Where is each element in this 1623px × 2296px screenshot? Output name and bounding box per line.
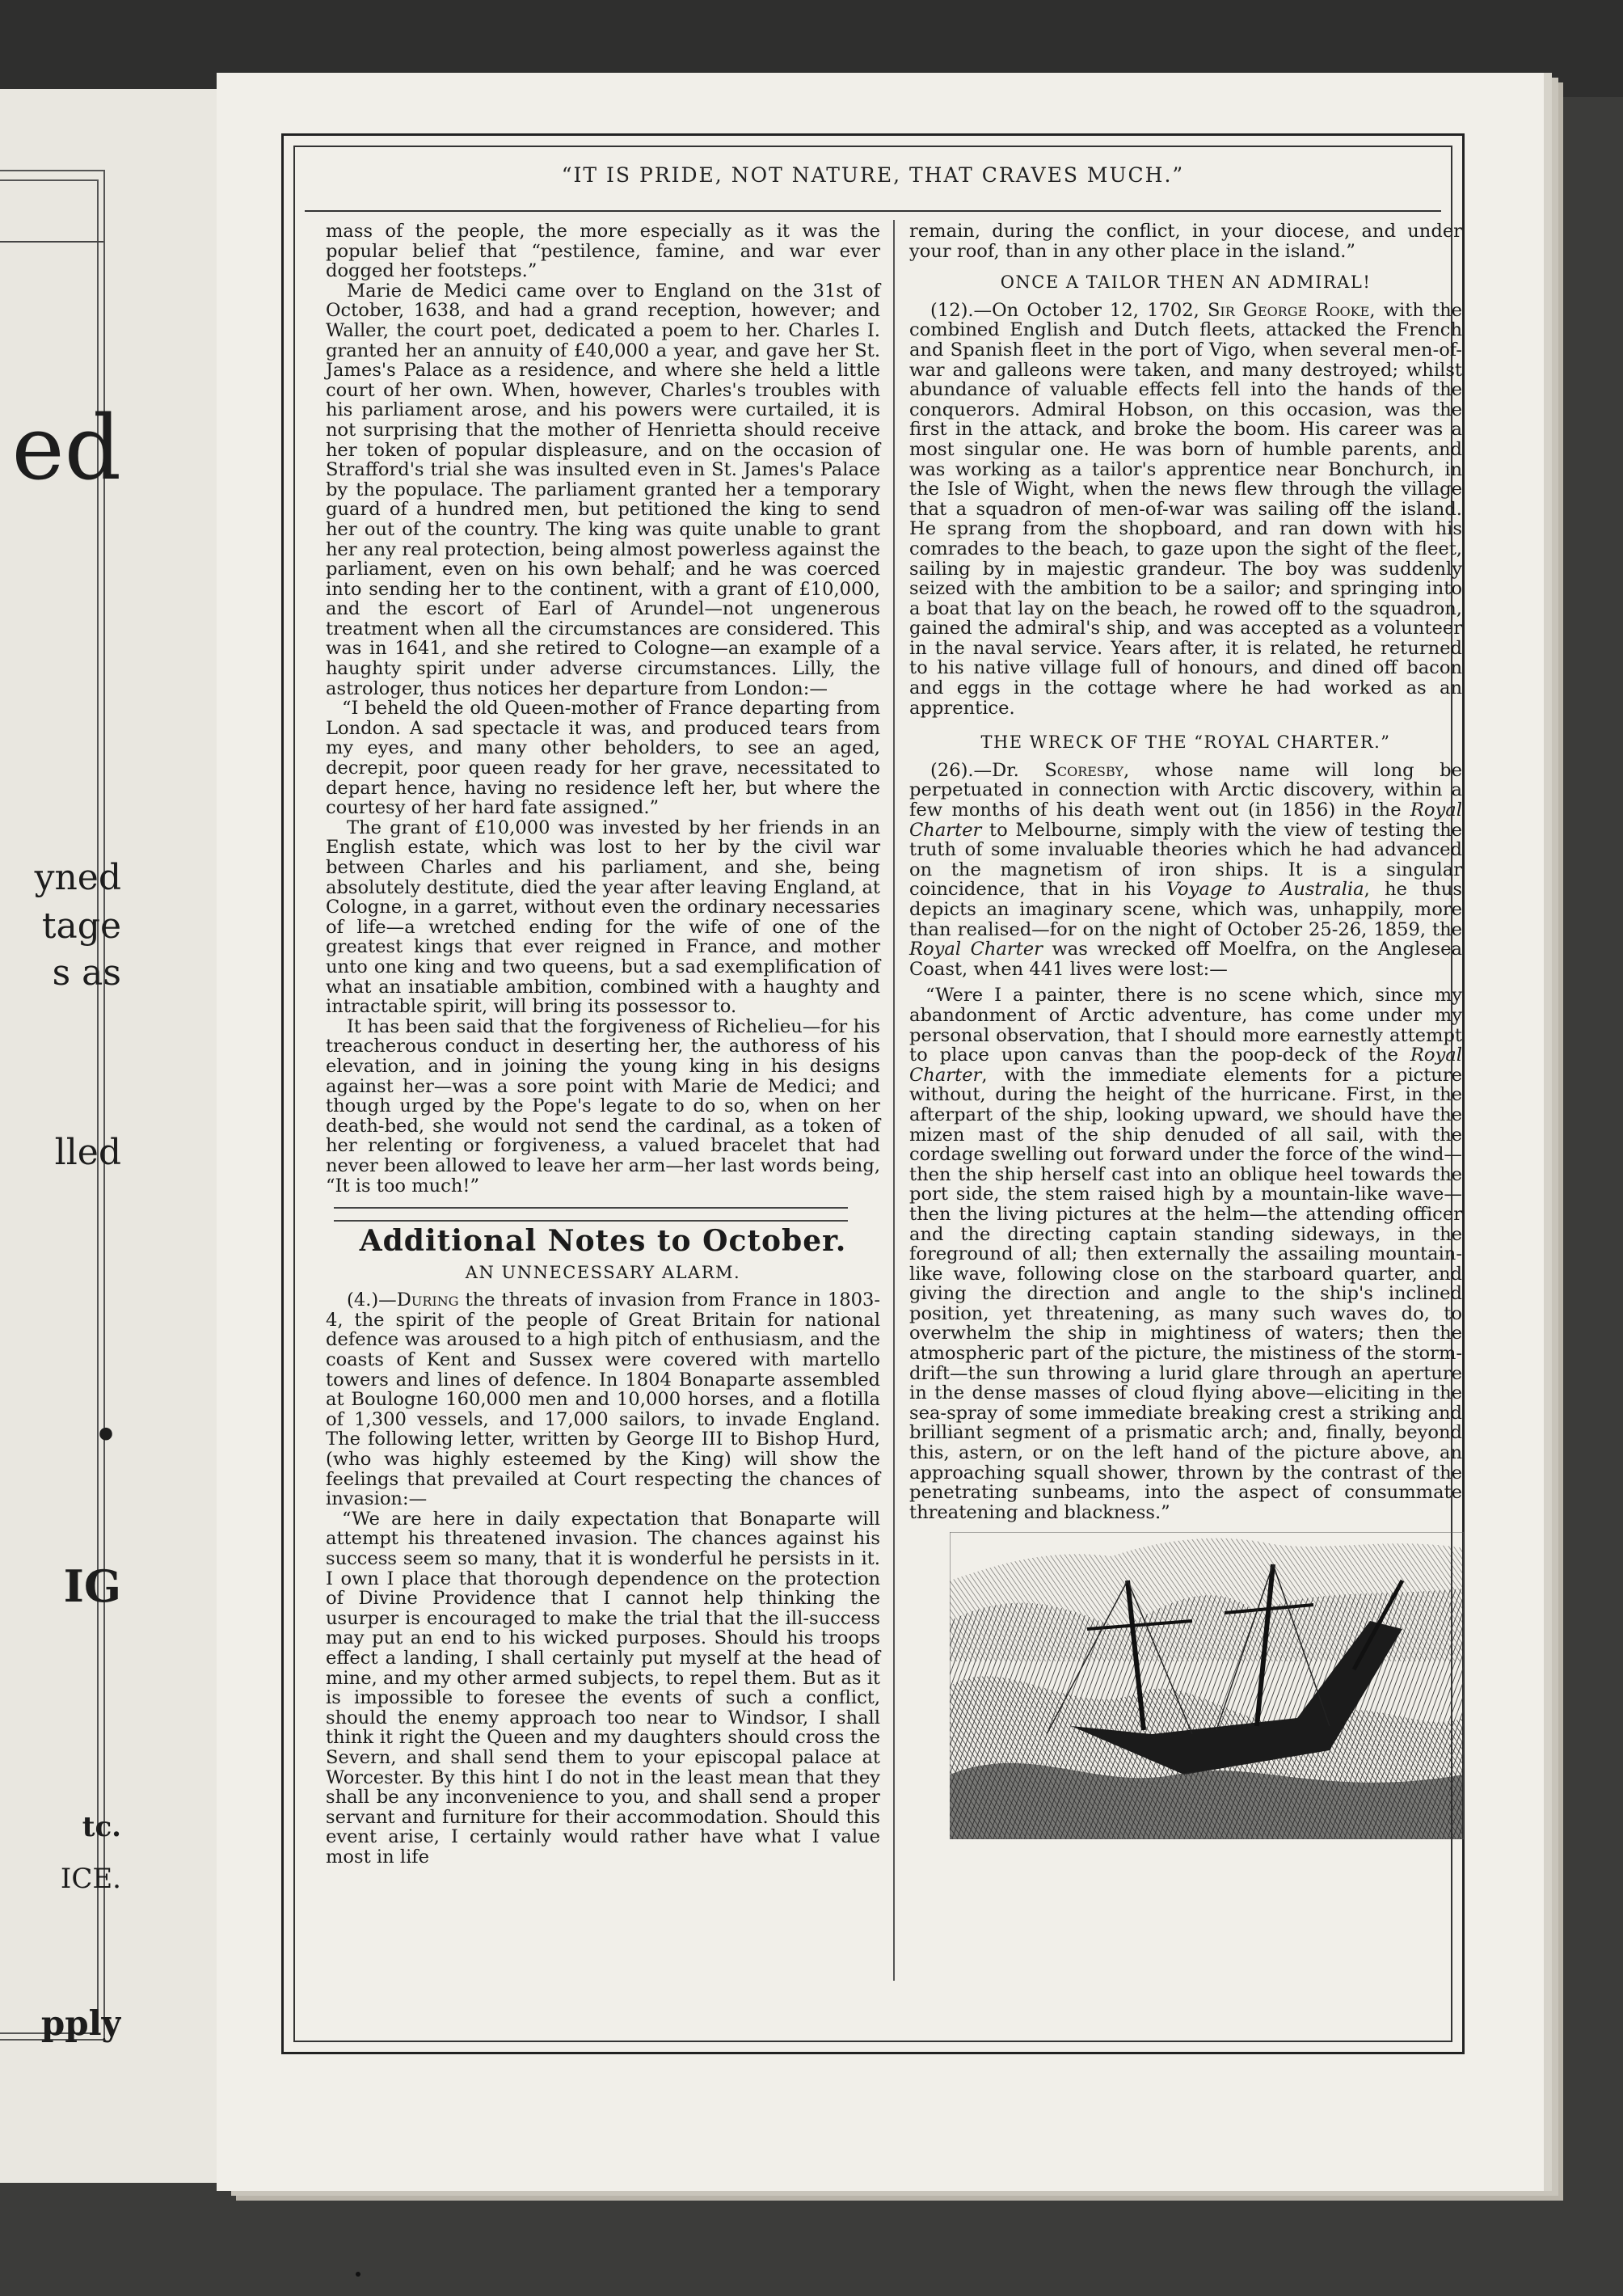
paragraph: Marie de Medici came over to England on the 31st of October, 1638, and had a grand reception, however; and Waller, the court poet, dedicated a poem to her. Charles I. granted her an annuity of £40,000 a year, and gave her St. James's Palace as a residence, and where she held a little court of her own. When, however, Charles's troubles with his parliament arose, and his powers were curtailed, it is not surprising that the mother of Henrietta should receive her token of popular displeasure, and on the occasion of Strafford's trial she was insulted even in St. James's Palace by the populace. The parliament granted her a temporary guard of a hundred men, but petitioned the king to send her out of the country. The king was quite unable to grant her any real protection, being almost powerless against the parliament, even on his own behalf; and he was coerced into sending her to the continent, with a grant of £10,000, and the escort of Earl of Arundel—not ungenerous treatment when all the circumstances are considered. This was in 1641, and she retired to Cologne—an example of a haughty spirit under adverse circumstances. Lilly, the astrologer, thus notices her departure from London:— [326,280,880,699]
header-rule [305,210,1441,212]
paragraph: to Melbourne, simply with the view of testing the truth of some invaluable theories which he had advanced on the magnetism of iron ships. It is a singular coincidence, that in his [909,819,1462,901]
article-heading: ONCE A TAILOR THEN AN ADMIRAL! [1000,272,1372,293]
book-title: Voyage to Australia [1166,879,1364,901]
fragment-ice: ICE. [60,1863,121,1895]
running-header: “IT IS PRIDE, NOT NATURE, THAT CRAVES MUCH.” [561,163,1185,187]
page-frame-inner [293,146,1463,2042]
right-column [909,222,1462,1844]
fragment-pply: pply [40,2003,121,2043]
facing-page [0,89,235,2183]
facing-page-rule [0,241,103,243]
quote: “We are here in daily expectation that Bonaparte will attempt his threatened invasion. The chances against his success seem so many, that it is wonderful he persists in it. I own I place that thorough dependence on the protection of Divine Providence that I cannot help thinking the usurper is encouraged to make the trial that the ill-success may put an end to his wicked purposes. Should his troops effect a landing, I shall certainly put myself at the head of mine, and my other armed subjects, to repel them. But as it is impossible to foresee the events of such a conflict, should the enemy approach too near to Windsor, I shall think it right the Queen and my daughters should cross the Severn, and shall send them to your episcopal palace at Worcester. By this hint I do not in the least mean that they shall be any inconvenience to you, and shall send a proper servant and furniture for their accommodation. Should this event arise, I certainly would rather have what I value most in life [326,1508,880,1868]
person-name: Sir George Rooke [1207,299,1370,321]
ship-name: Royal Charter [909,800,1462,841]
fragment-tage: tage [41,905,121,947]
ship-name: Royal Charter [909,939,1043,960]
paragraph: remain, during the conflict, in your diocese, and under your roof, than in any other place in the island.” [909,221,1462,262]
page-frame [281,133,1465,2054]
paragraph: mass of the people, the more especially as it was the popular belief that “pestilence, famine, and war ever dogged her footsteps.” [326,221,880,282]
paragraph: The grant of £10,000 was invested by her friends in an English estate, which was lost to her by the civil war between Charles and his parliament, and she, being absolutely destitute, died the year after leaving England, at Cologne, in a garret, without even the ordinary necessaries of life—a wretched ending for the wife of one of the greatest kings that ever reigned in France, and mother unto one king and two queens, but a sad exemplification of what an insatiable ambition, combined with a haughty and intractable spirit, will bring its possessor to. [326,817,880,1018]
article-lead: (12).—On October 12, 1702, [930,299,1208,321]
fragment-period: . [90,1350,121,1462]
ship-name: Royal Charter [909,1045,1462,1086]
paragraph: was wrecked off Moelfra, on the Anglesea Coast, when 441 lives were lost:— [909,939,1462,980]
section-heading: Additional Notes to October. [359,1224,847,1259]
speck [356,2272,360,2277]
quote: “I beheld the old Queen-mother of France departing from London. A sad spectacle it was, and produced tears from my eyes, and many other beholders, to see an aged, decrepit, poor queen ready for her grave, necessitated to depart hence, having no residence left her, but where the courtesy of her hard fate assigned.” [326,698,880,819]
book-page [217,73,1544,2191]
fragment-ed: ed [11,396,121,500]
article-heading: AN UNNECESSARY ALARM. [465,1262,741,1282]
paragraph: , whose name will long be perpetuated in connection with Arctic discovery, within a few months of his death went out (in 1856) in the [909,759,1463,821]
left-column [326,222,880,1868]
paragraph: It has been said that the forgiveness of Richelieu—for his treacherous conduct in deserting her, the authoress of his elevation, and in joining the young king in his designs against her—was a sore point with Marie de Medici; and though urged by the Pope's legate to do so, when on her death-bed, she would not send the cardinal, as a token of her relenting or forgiveness, a valued bracelet that had never been allowed to leave her arm—her last words being, “It is too much!” [326,1015,880,1197]
fragment-lled: lled [54,1132,121,1173]
section-rule [334,1207,848,1209]
paragraph: , with the combined English and Dutch fleets, attacked the French and Spanish fleet in the port of Vigo, when several men-of-war and galleons were taken, and many destroyed; whilst abundance of valuable effects fell into the hands of the conquerors. Admiral Hobson, on this occasion, was the first in the attack, and broke the boom. His career was a most singular one. He was born of humble parents, and was working as a tailor's apprentice near Bonchurch, in the Isle of Wight, when the news flew through the village that a squadron of men-of-war was sailing off the island. He sprang from the shopboard, and ran down with his comrades to the beach, to gaze upon the sight of the fleet, sailing by in majestic grandeur. The boy was suddenly seized with the ambition to be a sailor; and springing into a boat that lay on the beach, he rowed off to the squadron, gained the admiral's ship, and was accepted as a volunteer in the naval service. Years after, it is related, he returned to his native village full of honours, and dined off bacon and eggs in the cottage where he had worked as an apprentice. [909,299,1462,719]
quote: , with the immediate elements for a picture without, during the height of the hurricane. First, in the afterpart of the ship, looking upward, we should have the mizen mast of the ship denuded of all sail, with the cordage swelling out forward under the force of the wind—then the ship herself cast into an oblique heel towards the port side, the stem raised high by a mountain-like wave—then the living pictures at the helm—the attending officer and the directing captain standing sideways, in the foreground of all; then externally the assailing mountain-like wave, following close on the starboard quarter, and giving the direction and angle to the ship's inclined position, yet threatening, as many such waves do, to overwhelm the ship in mightiness of waters; then the atmospheric part of the picture, the mistiness of the storm-drift—the sun throwing a lurid glare through an aperture in the dense masses of cloud flying above—eliciting in the sea-spray of some immediate breaking crest a striking and brilliant segment of a prismatic arch; and, finally, beyond this, astern, or on the left hand of the picture above, an approaching squall shower, thrown by the contrast of the penetrating sunbeams, into the aspect of consummate threatening and blackness.” [909,1064,1462,1523]
section-rule [334,1220,848,1222]
quote: “Were I a painter, there is no scene which, since my abandonment of Arctic adventure, has come under my personal observation, that I should more earnestly attempt to place upon canvas than the poop-deck of the [909,985,1462,1066]
article-lead: (4.)—During [347,1289,459,1311]
article-heading: THE WRECK OF THE “ROYAL CHARTER.” [980,732,1391,753]
fragment-s-as: s as [52,952,121,994]
fragment-tc: tc. [82,1811,121,1843]
paragraph: , he thus depicts an imaginary scene, which was, unhappily, more than realised—for on the night of October 25-26, 1859, the [909,879,1462,940]
paragraph: the threats of invasion from France in 1803-4, the spirit of the people of Great Britain for national defence was aroused to a high pitch of enthusiasm, and the coasts of Kent and Sussex were covered with martello towers and lines of defence. In 1804 Bonaparte assembled at Boulogne 160,000 men and 10,000 horses, and a flotilla of 1,300 vessels, and 17,000 sailors, to invade England. The following letter, written by George III to Bishop Hurd, (who was highly esteemed by the King) will show the feelings that prevailed at Court respecting the chances of invasion:— [326,1289,880,1510]
column-divider [893,220,895,1981]
fragment-yned: yned [34,857,121,898]
fragment-ig: IG [63,1560,121,1612]
shipwreck-illustration [950,1532,1464,1839]
article-lead: (26).—Dr. [930,759,1045,781]
person-name: Scoresby [1044,759,1123,781]
